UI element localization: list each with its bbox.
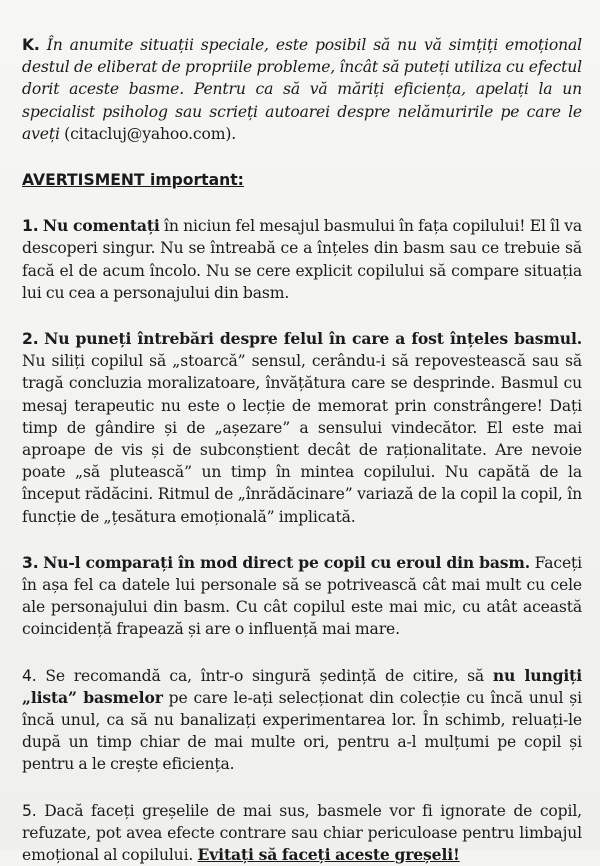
item-bold: Nu comentați <box>42 216 160 236</box>
item-number: 5. <box>22 801 37 820</box>
item-bold: Nu puneți întrebări despre felul în care a fost înțeles basmul. <box>44 329 582 349</box>
item-bold: Nu-l comparați în mod direct pe copil cu eroul din basm. <box>43 552 531 572</box>
intro-label: K. <box>22 36 40 54</box>
item-text: pe care le-ați selecționat din colecție cu încă unul și încă unul, ca să nu banalizați experimentarea lor. În schimb, reluați-le după un timp chiar de mai multe ori, pentru a-l mulțumi pe copil și pentru a le crește eficiența. <box>22 688 582 774</box>
item-number: 3. <box>22 553 39 572</box>
item-text: Faceți în așa fel ca datele lui personale să se potrivească cât mai mult cu cele ale personajului din basm. Cu cât copilul este mai mic, cu atât această coincidență frapează și are o influență mai mare. <box>22 553 583 639</box>
item-pre: Se recomandă ca, într-o singură ședință de citire, să <box>36 666 493 685</box>
warning-item-5 <box>22 800 582 866</box>
warning-title: AVERTISMENT important: <box>22 171 244 190</box>
item-text: Nu siliți copilul să „stoarcă” sensul, cerându-i să repovestească sau să tragă concluzia moralizatoare, învățătura care se desprinde. Basmul cu mesaj terapeutic nu este o lecție de memorat prin constrângere! Dați timp de gândire și de „așezare” a sensului vindecător. El este mai aproape de vis și de subconștient decât de raționalitate. Are nevoie poate „să plutească” un timp în mintea copilului. Nu capătă de la început rădăcini. Ritmul de „înrădăcinare” variază de la copil la copil, în funcție de „țesătura emoțională” implicată. <box>22 352 582 526</box>
warning-item-1 <box>22 215 582 304</box>
intro-paragraph <box>22 34 582 145</box>
intro-contact: (citacluj@yahoo.com). <box>59 124 237 143</box>
item-number: 2. <box>22 330 39 349</box>
item-bold: nu lungiți „lista” basmelor <box>22 665 582 707</box>
item-text: Dacă faceți greșelile de mai sus, basmele vor fi ignorate de copil, refuzate, pot avea efecte contrare sau chiar periculoase pentru limbajul emoțional al copilului. <box>22 801 582 865</box>
warning-item-4 <box>22 665 582 776</box>
warning-item-3 <box>22 552 582 641</box>
item-number: 4. <box>22 666 37 685</box>
warning-item-2 <box>22 328 582 528</box>
intro-text: În anumite situații speciale, este posibil să nu vă simțiți emoțional destul de eliberat de propriile probleme, încât să puteți utiliza cu efectul dorit aceste basme. Pentru ca să vă măriți eficiența, apelați la un specialist psiholog sau scrieți autoarei despre nelămuririle pe care le aveți <box>22 36 582 143</box>
item-bold: Evitați să faceți aceste greșeli! <box>197 845 460 865</box>
item-number: 1. <box>22 217 39 236</box>
item-text: în niciun fel mesajul basmului în fața copilului! El îl va descoperi singur. Nu se întreabă ce a înțeles din basm sau ce trebuie să facă el de acum încolo. Nu se cere explicit copilului să compare situația lui cu cea a personajului din basm. <box>22 217 583 302</box>
